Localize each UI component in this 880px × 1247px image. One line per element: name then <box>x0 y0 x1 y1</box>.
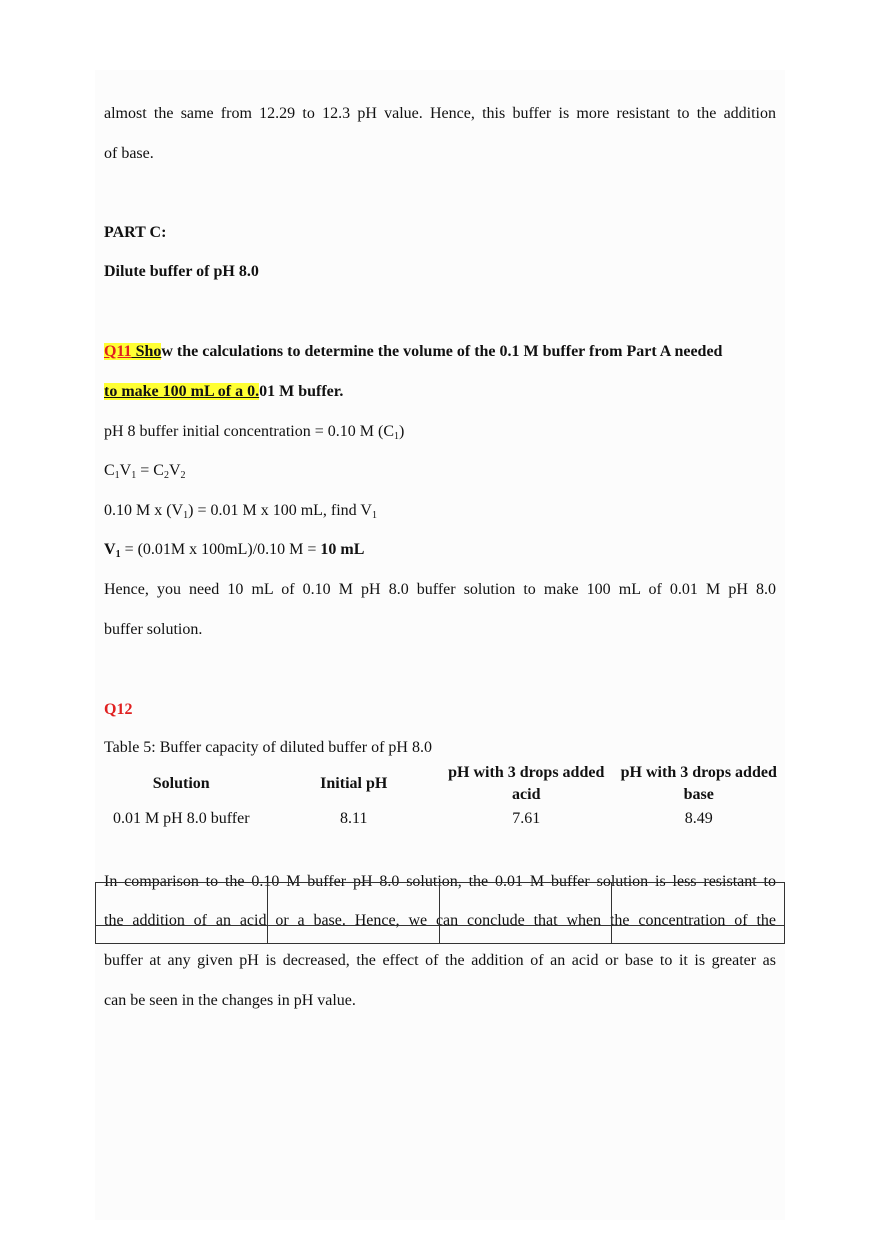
ans-result: 10 mL <box>320 541 365 558</box>
calc-c1-prefix: pH 8 buffer initial concentration = 0.10 M (C <box>104 423 394 440</box>
grid-row <box>96 926 785 944</box>
q11-line1 <box>104 342 722 362</box>
grid-cell <box>612 926 785 944</box>
calc-c1-sub: 1 <box>394 431 399 442</box>
eq-c1: C <box>104 462 115 479</box>
table-header-row <box>95 760 785 808</box>
cell-solution: 0.01 M pH 8.0 buffer <box>112 810 250 827</box>
page-shade <box>95 70 785 1220</box>
calc-substitution <box>104 501 377 521</box>
eq-mid: = C <box>136 462 164 479</box>
grid-cell <box>439 926 611 944</box>
calc-equation <box>104 461 186 481</box>
calc-answer <box>104 540 364 560</box>
q11-number: Q11 <box>104 343 132 360</box>
calc-initial-concentration <box>104 422 404 442</box>
final-line4: can be seen in the changes in pH value. <box>104 992 356 1009</box>
eq-s1: 1 <box>114 470 120 481</box>
table-row <box>95 808 785 830</box>
ans-mid: = (0.01M x 100mL)/0.10 M = <box>120 541 321 558</box>
cell-ph-base: 8.49 <box>684 810 713 827</box>
conclusion1-line2: buffer solution. <box>104 621 203 638</box>
header-ph-acid: pH with 3 drops added acid <box>448 764 605 803</box>
cell-initial-ph: 8.11 <box>340 810 368 827</box>
paragraph1-line2: of base. <box>104 145 154 162</box>
q11-text-2: 01 M buffer. <box>259 383 344 400</box>
ans-s: 1 <box>115 549 121 560</box>
grid-cell <box>439 883 611 926</box>
grid-cell <box>268 926 440 944</box>
eq-v2: V <box>168 462 181 479</box>
sub-mid: ) = 0.01 M x 100 mL, find V <box>188 502 372 519</box>
grid-cell <box>268 883 440 926</box>
ans-v: V <box>104 541 116 558</box>
final-line3: buffer at any given pH is decreased, the effect of the addition of an acid or base to it is greater as <box>104 952 776 969</box>
part-c-heading: PART C: <box>104 224 167 241</box>
q11-line2 <box>104 382 343 402</box>
empty-table-grid <box>95 882 785 944</box>
final-line2: the addition of an acid or a base. Hence, we can conclude that when the concentration of the <box>104 912 776 929</box>
eq-s4: 2 <box>180 470 186 481</box>
final-line1: In comparison to the 0.10 M buffer pH 8.0 solution, the 0.01 M buffer solution is less resistant to <box>104 873 776 890</box>
q11-highlight-2: to make 100 mL of a 0. <box>104 383 260 400</box>
grid-cell <box>96 883 268 926</box>
header-initial-ph: Initial pH <box>320 775 388 792</box>
q11-text-1: w the calculations to determine the volume of the 0.1 M buffer from Part A needed <box>161 343 723 360</box>
grid-cell <box>612 883 785 926</box>
grid-cell <box>96 926 268 944</box>
sub-s1: 1 <box>183 510 189 521</box>
header-ph-base: pH with 3 drops added base <box>620 764 777 803</box>
calc-c1-suffix: ) <box>399 423 405 440</box>
cell-ph-acid: 7.61 <box>512 810 541 827</box>
conclusion1-line1: Hence, you need 10 mL of 0.10 M pH 8.0 buffer solution to make 100 mL of 0.01 M pH 8.0 <box>104 581 776 598</box>
sub-prefix: 0.10 M x (V <box>104 502 184 519</box>
grid-row <box>96 883 785 926</box>
paragraph1-line1: almost the same from 12.29 to 12.3 pH value. Hence, this buffer is more resistant to the addition <box>104 105 776 122</box>
q12-number: Q12 <box>104 701 133 718</box>
eq-s2: 1 <box>131 470 137 481</box>
q11-highlight-1: Sho <box>131 343 162 360</box>
table-caption: Table 5: Buffer capacity of diluted buffer of pH 8.0 <box>104 739 432 756</box>
buffer-capacity-table <box>95 760 785 830</box>
part-c-subheading: Dilute buffer of pH 8.0 <box>104 263 259 280</box>
eq-s3: 2 <box>163 470 169 481</box>
eq-v1: V <box>119 462 132 479</box>
sub-s2: 1 <box>371 510 377 521</box>
header-solution: Solution <box>152 775 210 792</box>
